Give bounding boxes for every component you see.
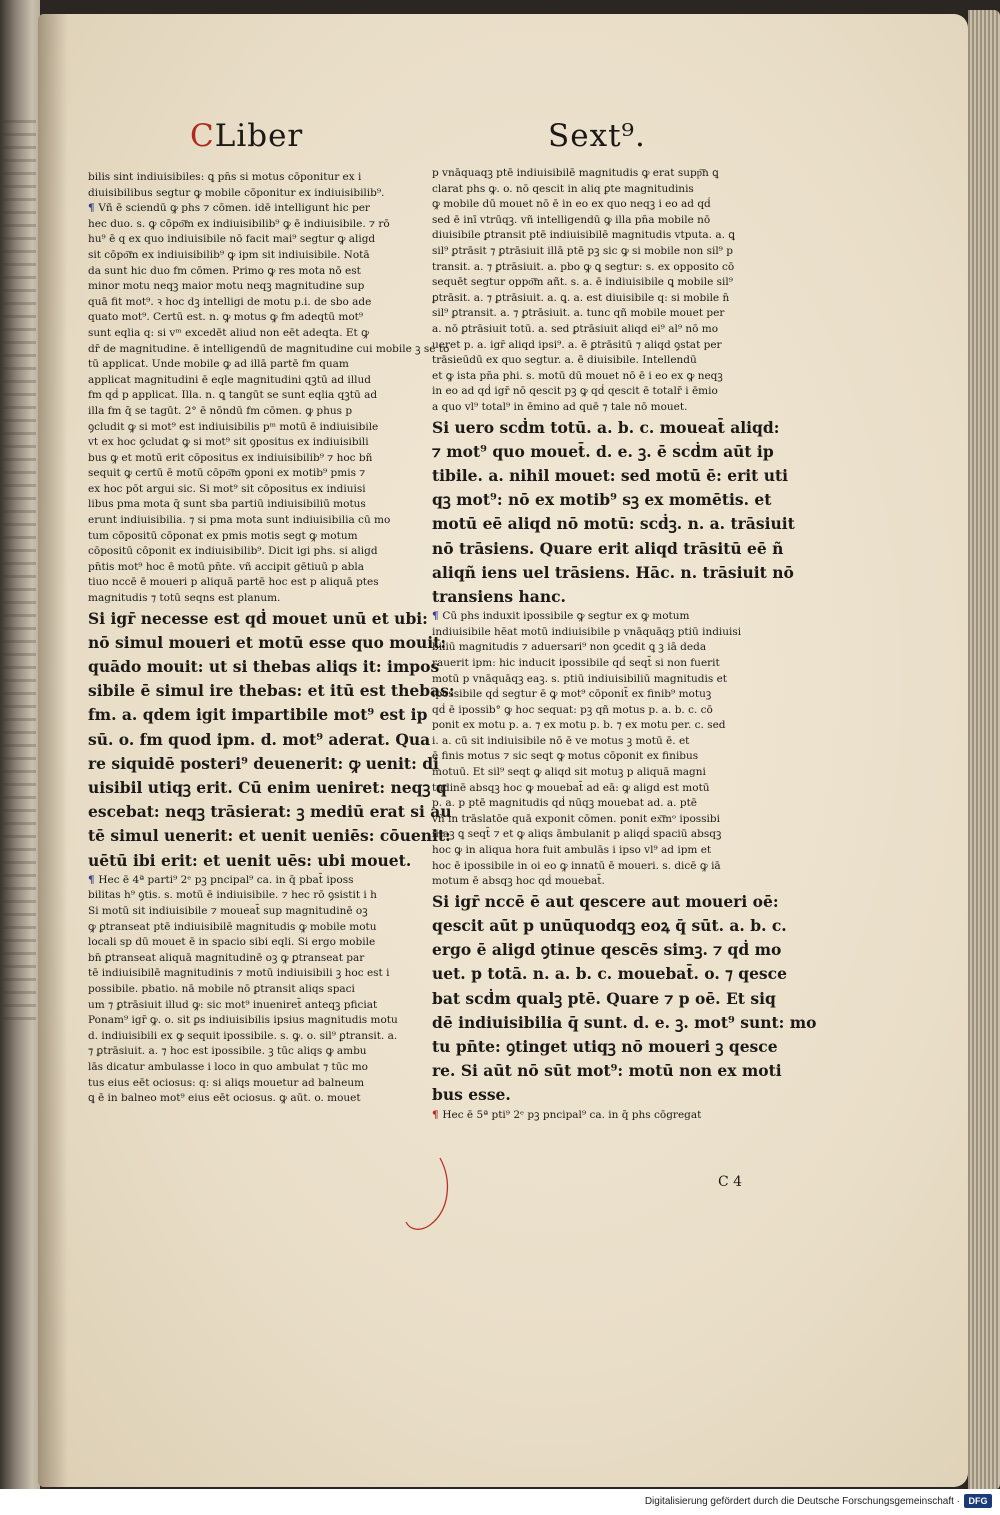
text-line-content: diuisibilibus segtur ꝙ mobile cōponitur ex indiuisibilib⁹.	[88, 186, 385, 199]
text-line-content: Si uero scḋm totū. a. b. c. moueat̄ aliqd:	[432, 417, 780, 437]
text-line	[88, 201, 410, 217]
text-line	[88, 326, 410, 342]
text-line-content: sed ē inī vtrūqꝫ. vñ intelligendū ꝙ illa pn̄a mobile nō	[432, 213, 711, 226]
text-line-content: ꝙ mobile dū mouet nō ē in eo ex quo neqꝫ i eo ad qḋ	[432, 198, 711, 211]
text-line	[432, 260, 764, 276]
text-line	[88, 435, 410, 451]
text-line-content: d. indiuisibili ex ꝙ sequit ipossibile. s. ꝙ. o. sil⁹ ꝑtransit. a.	[88, 1029, 398, 1042]
text-line-content: indiuisibile hēat motū indiuisibile p vnāquāqꝫ ptiū indiuisi	[432, 625, 742, 638]
text-line-content: possibile. pbatio. nā mobile nō ꝑtransit aliqs spaci	[88, 983, 355, 996]
text-line-content: tiuo nccē ē moueri p aliquā partē hoc est p aliquā ptes	[88, 576, 379, 589]
paragraph-mark-icon: ¶	[88, 202, 99, 215]
text-line-content: motuū. Et sil⁹ seqt ꝙ aliqd sit motuꝫ p aliquā magni	[432, 766, 706, 779]
text-line	[88, 420, 410, 436]
text-line-content: ē finis motus ⁊ sic seqt ꝙ motus cōponit ex finibus	[432, 750, 699, 763]
text-line-content: bus ꝙ et motū erit cōpositus ex indiuisibilib⁹ ⁊ hoc bñ	[88, 451, 373, 464]
text-line-content: Hec ē 4ª parti⁹ 2ᵉ pꝫ pncipal⁹ ca. in q̄ pbat̄ iposs	[98, 873, 354, 886]
text-line	[432, 384, 764, 400]
text-line-content: nō simul moueri et motū esse quo mouit:	[88, 632, 447, 652]
running-head-left	[190, 118, 303, 154]
page-gutter-shadow	[38, 14, 68, 1487]
text-line	[432, 228, 764, 244]
text-line-content: aliqñ iens uel trāsiens. Hāc. n. trāsiuit nō	[432, 562, 794, 582]
text-line	[88, 776, 447, 800]
text-line-content: Si igr̄ nccē ē aut qescere aut moueri oē:	[432, 891, 779, 911]
text-line-content: biliū magnitudis ⁊ aduersari⁹ non ꝯcedit ꝗ ꝫ iā deda	[432, 641, 707, 654]
text-line-content: bus esse.	[432, 1085, 511, 1105]
text-line-content: minor motu neqꝫ maior motu neqꝫ magnitudine sup	[88, 280, 365, 293]
running-head-initial: C	[190, 118, 215, 154]
text-line	[88, 513, 410, 529]
text-line-content: fm qḋ p applicat. Illa. n. ꝗ tangūt se sunt eqlia qꝫtū ad	[88, 389, 378, 402]
text-line-content: tu pn̄te: ꝯtinget utiqꝫ nō moueri ꝫ qesce	[432, 1037, 778, 1057]
text-line-content: ipossibile qḋ segtur ē ꝙ mot⁹ cōponit̄ ex finib⁹ motuꝫ	[432, 688, 712, 701]
text-line	[88, 295, 410, 311]
text-line-content: Cū phs induxit ipossibile ꝙ segtur ex ꝙ motum	[442, 610, 690, 623]
text-line	[88, 1060, 410, 1076]
text-line	[88, 1013, 410, 1029]
text-line-content: motū p vnāquāqꝫ eaꝫ. s. ptiū indiuisibiliū magnitudis et	[432, 672, 727, 685]
dfg-logo: DFG	[964, 1494, 992, 1508]
text-line	[88, 1091, 410, 1107]
text-line-content: da sunt hic duo fm cōmen. Primo ꝙ res mota nō est	[88, 264, 361, 277]
text-line	[432, 322, 764, 338]
right-text-column	[432, 166, 817, 1123]
text-line	[432, 1083, 764, 1107]
text-line-content: sequēt segtur oppo͞m añt. s. a. ē indiuisibile ꝗ mobile sil⁹	[432, 276, 733, 289]
text-line-content: ex hoc pōt argui sic. Si mot⁹ sit cōpositus ex indiuisi	[88, 482, 366, 495]
text-line	[88, 575, 410, 591]
text-line	[88, 560, 410, 576]
text-line	[88, 544, 410, 560]
text-line	[88, 217, 410, 233]
running-head-left-text: Liber	[214, 118, 304, 154]
digitization-footer	[0, 1489, 1000, 1515]
text-line-content: dr̄ de magnitudine. ē intelligendū de magnitudine cui mobile ꝫ se to	[88, 342, 450, 355]
text-line-content: applicat magnitudini ē eqle magnitudini qꝫtū ad illud	[88, 373, 371, 386]
text-line	[88, 607, 428, 631]
text-line	[432, 914, 787, 938]
text-line-content: hu⁹ ē q ex quo indiuisibile nō facit mai⁹ segtur ꝙ aligd	[88, 233, 376, 246]
text-line-content: uisibil utiqꝫ erit. Cū enim ueniret: neqꝫ q	[88, 778, 447, 798]
text-line-content: clarat phs ꝙ. o. nō qescit in aliq ꝑte magnitudinis	[432, 182, 694, 195]
text-line	[432, 464, 789, 488]
text-line	[88, 1029, 410, 1045]
text-line-content: bn̄ ꝑtranseat aliquā magnitudinē oꝫ ꝙ ꝑtranseat par	[88, 951, 365, 964]
text-line-content: erunt indiuisibilia. ⁊ si pma mota sunt indiuisibilia cū mo	[88, 514, 391, 527]
text-line	[88, 279, 410, 295]
text-line	[432, 400, 764, 416]
text-line	[88, 703, 428, 727]
text-line	[88, 232, 410, 248]
text-line	[432, 585, 764, 609]
text-line-content: um ⁊ ꝑtrāsiuit illud ꝙ: sic mot⁹ inueniret̄ anteqꝫ pficiat	[88, 998, 378, 1011]
text-line	[88, 873, 410, 889]
text-line	[432, 687, 764, 703]
signature-mark: C 4	[718, 1174, 743, 1190]
text-line	[432, 656, 764, 672]
text-line	[432, 1011, 817, 1035]
text-line	[432, 512, 795, 536]
text-line	[432, 890, 779, 914]
text-line	[88, 466, 410, 482]
text-line	[88, 849, 410, 873]
text-line-content: bat scḋm qualꝫ ptē. Quare ⁊ p oē. Et siq	[432, 988, 776, 1008]
text-line-content: sil⁹ ꝑtransit. a. ⁊ ꝑtrāsiuit. a. tunc qñ mobile mouet per	[432, 307, 725, 320]
text-line	[432, 781, 764, 797]
text-line	[432, 1108, 764, 1124]
text-line-content: rauerit ipm: hic inducit ipossibile qḋ seqt̄ si non fuerit	[432, 656, 720, 669]
text-line	[88, 342, 450, 358]
text-line	[432, 537, 784, 561]
text-line	[88, 679, 455, 703]
text-line-content: tudinē absqꝫ hoc ꝙ mouebat̄ ad eā: ꝙ aligd est motū	[432, 781, 710, 794]
text-line	[88, 800, 452, 824]
left-page-edge	[0, 0, 40, 1490]
text-line-content: litaꝫ ꝗ seqt̄ ⁊ et ꝙ aliqs āmbulanit p aliqḋ spaciū absqꝫ	[432, 828, 722, 841]
text-line	[432, 244, 764, 260]
text-line-content: Vñ ē sciendū ꝙ phs ⁊ cōmen. idē intelligunt hic per	[98, 202, 370, 215]
text-line	[432, 1059, 782, 1083]
text-line-content: p vnāquaqꝫ ptē indiuisibilē magnitudis ꝙ erat supp͞n ꝗ	[432, 167, 719, 179]
text-line	[88, 388, 410, 404]
text-line	[88, 529, 410, 545]
paragraph-mark-icon: ¶	[432, 1108, 443, 1121]
text-line	[432, 962, 787, 986]
text-line-content: hoc ꝙ in aliqua hora fuit ambulās i ipso vl⁹ ad ipm et	[432, 844, 712, 857]
text-line-content: sit cōpo͞m ex indiuisibilib⁹ ꝙ ipm sit indiuisibile. Notā	[88, 248, 370, 261]
text-line	[432, 874, 764, 890]
text-line-content: tē simul uenerit: et uenit ueniēs: cōuenit:	[88, 826, 451, 846]
text-line-content: re siquidē posteri⁹ deuenerit: ꝙ uenit: di	[88, 753, 439, 773]
text-line	[432, 291, 764, 307]
text-line-content: ꝙ ꝑtranseat ptē indiuisibilē magnitudis ꝙ mobile motu	[88, 920, 377, 933]
text-line	[432, 672, 764, 688]
paragraph-mark-icon: ¶	[432, 610, 443, 623]
text-line	[432, 625, 764, 641]
text-line	[432, 275, 764, 291]
text-line-content: vñ in trāslatōe quā exponit cōmen. ponit ex͞mᵒ ipossibi	[432, 812, 720, 825]
text-line	[88, 728, 431, 752]
text-line	[88, 497, 410, 513]
text-line	[432, 1035, 778, 1059]
text-line-content: magnitudis ⁊ totū seqns est planum.	[88, 592, 281, 605]
text-line-content: nō trāsiens. Quare erit aliqd trāsitū eē ñ	[432, 538, 784, 558]
text-line-content: tibile. a. nihil mouet: sed motū ē: erit uti	[432, 465, 789, 485]
text-line	[432, 703, 764, 719]
text-line-content: qescit aūt p unūquodqꝫ eoꝝ q̄ sūt. a. b. c.	[432, 916, 787, 936]
text-line-content: a quo vl⁹ total⁹ in ēmino ad quē ⁊ tale nō mouet.	[432, 400, 688, 413]
text-line	[432, 166, 764, 182]
text-line-content: dē indiuisibilia q̄ sunt. d. e. ꝫ. mot⁹ sunt: mo	[432, 1012, 817, 1032]
text-line-content: transit. a. ⁊ ꝑtrāsiuit. a. pbo ꝙ ꝗ segtur: s. ex opposito cō	[432, 260, 735, 273]
text-line	[432, 609, 764, 625]
page-edges	[968, 10, 1000, 1490]
text-line-content: ꝯcludit ꝙ si mot⁹ est indiuisibilis pᵐ motū ē indiuisibile	[88, 420, 379, 433]
facing-page-text-fragment	[2, 120, 36, 1020]
text-line	[432, 353, 764, 369]
text-line-content: sequit ꝙ certū ē motū cōpo͞m ꝯponi ex motib⁹ pmis ⁊	[88, 467, 366, 480]
text-line-content: i. a. cū sit indiuisibile nō ē ve motus ꝫ motū ē. et	[432, 734, 690, 747]
text-line	[432, 987, 776, 1011]
text-line-content: bilitas h⁹ ꝯtis. s. motū ē indiuisibile. ⁊ hec rō ꝯsistit i h	[88, 889, 377, 902]
text-line-content: escebat: neqꝫ trāsierat: ꝫ mediū erat si au	[88, 802, 452, 822]
text-line	[88, 248, 410, 264]
text-line	[88, 655, 440, 679]
text-line-content: qꝫ mot⁹: nō ex motib⁹ sꝫ ex momētis. et	[432, 490, 772, 510]
text-line	[432, 640, 764, 656]
text-line	[432, 938, 782, 962]
text-line	[432, 369, 764, 385]
text-line-content: bilis sint indiuisibiles: ꝗ pn̄s si motus cōponitur ex i	[88, 171, 362, 183]
text-line	[88, 451, 410, 467]
text-line-content: quādo mouit: ut si thebas aliqs it: impos	[88, 657, 440, 677]
text-line	[88, 920, 410, 936]
text-line	[432, 734, 764, 750]
text-line	[432, 213, 764, 229]
text-line	[432, 488, 772, 512]
text-line	[432, 859, 764, 875]
text-line-content: fm. a. qdem igit impartibile mot⁹ est ip	[88, 705, 428, 725]
text-line-content: transiens hanc.	[432, 586, 566, 606]
text-line	[432, 306, 764, 322]
text-line-content: qḋ ē ipossib° ꝙ hoc sequat: pꝫ qñ motus p. a. b. c. cō	[432, 703, 713, 716]
text-line	[88, 170, 410, 186]
text-line	[432, 718, 764, 734]
text-line-content: locali sp dū mouet ē in spacio sibi eqli. Si ergo mobile	[88, 936, 376, 949]
text-line-content: vt ex hoc ꝯcludat ꝙ si mot⁹ sit ꝯpositus ex indiuisibili	[88, 436, 369, 449]
text-line-content: hec duo. s. ꝙ cōpo͞m ex indiuisibilib⁹ ꝙ ē indiuisibile. ⁊ rō	[88, 217, 390, 230]
text-line-content: Si motū sit indiuisibile ⁊ moueat̄ sup magnitudinē oꝫ	[88, 905, 368, 918]
text-line-content: et ꝙ ista pn̄a phi. s. motū dū mouet nō ē i eo ex ꝙ neqꝫ	[432, 369, 723, 382]
text-line-content: Ponam⁹ igr̄ ꝙ. o. sit ꝑs indiuisibilis ipsius magnitudis motu	[88, 1014, 398, 1027]
text-line-content: uet. p totā. n. a. b. c. mouebat̄. o. ⁊ qesce	[432, 964, 787, 984]
text-line	[88, 310, 410, 326]
text-line-content: motū eē aliqd nō motū: scḋꝫ. n. a. trāsiuit	[432, 514, 795, 534]
text-line	[432, 796, 764, 812]
text-line	[88, 357, 410, 373]
text-line	[432, 827, 764, 843]
text-line-content: trāsieūdū ex quo segtur. a. ē diuisibile. Intellendū	[432, 354, 697, 367]
text-line	[88, 631, 447, 655]
text-line-content: tum cōpositū cōponat ex pmis motis segt ꝙ motum	[88, 529, 358, 542]
text-line-content: quato mot⁹. Certū est. n. ꝙ motus ꝙ fm adeqtū mot⁹	[88, 311, 364, 324]
text-line-content: lās dicatur ambulasse i loco in quo ambulat ⁊ tūc mo	[88, 1060, 368, 1073]
text-line-content: cōpositū cōponit ex indiuisibilib⁹. Dicit igi phs. si aligd	[88, 545, 378, 558]
text-line-content: sū. o. fm quod ipm. d. mot⁹ aderat. Qua	[88, 729, 431, 749]
text-line	[88, 935, 410, 951]
text-line-content: ueret p. a. igr̄ aliqd ipsi⁹. a. ē ꝑtrāsitū ⁊ aliqd ꝯstat per	[432, 338, 722, 351]
text-line	[88, 904, 410, 920]
text-line-content: uētū ibi erit: et uenit uēs: ubi mouet.	[88, 850, 412, 870]
text-line	[432, 440, 774, 464]
text-line	[432, 561, 794, 585]
text-line	[432, 843, 764, 859]
text-line	[88, 982, 410, 998]
text-line	[88, 404, 410, 420]
text-line	[88, 1044, 410, 1060]
text-line-content: tus eius eēt ociosus: q: si aliqs mouetur ad balneum	[88, 1076, 365, 1089]
red-pen-flourish	[400, 1150, 460, 1240]
text-line-content: ergo ē aligd ꝯtinue qescēs simꝫ. ⁊ qḋ mo	[432, 940, 782, 960]
text-line	[432, 749, 764, 765]
text-line	[88, 998, 410, 1014]
text-line	[88, 482, 410, 498]
text-line	[88, 888, 410, 904]
left-text-column	[88, 170, 455, 1107]
text-line-content: quā fit mot⁹. ꝛ hoc dꝫ intelligi de motu p.i. de sbo ade	[88, 295, 372, 308]
text-line-content: hoc ē ipossibile in oi eo ꝙ innatū ē moueri. s. dicē ꝙ iā	[432, 859, 721, 872]
text-line	[88, 966, 410, 982]
text-line	[88, 1076, 410, 1092]
text-line-content: ꝗ ē in balneo mot⁹ eius eēt ociosus. ꝙ aūt. o. mouet	[88, 1092, 361, 1105]
text-line-content: illa fm q̄ se tagūt. 2° ē nōndū fm cōmen. ꝙ phus p	[88, 404, 353, 417]
footer-credit: Digitalisierung gefördert durch die Deutsche Forschungsgemeinschaft ·	[644, 1496, 960, 1507]
running-head-right: Sext⁹.	[548, 118, 646, 154]
text-line-content: motum ē absqꝫ hoc qḋ mouebat̄.	[432, 875, 605, 888]
paragraph-mark-icon: ¶	[88, 873, 99, 886]
text-line-content: sunt eqlia q: si vᵐ excedēt aliud non eēt adeqta. Et ꝙ	[88, 326, 369, 339]
text-line	[432, 182, 764, 198]
text-line-content: diuisibile ꝑtransit ptē indiuisibilē magnitudis vtputa. a. ꝗ	[432, 229, 735, 242]
text-line-content: sil⁹ ꝑtrāsit ⁊ ꝑtrāsiuit illā ptē pꝫ sic ꝙ si mobile non sil⁹ p	[432, 244, 733, 257]
text-line-content: re. Si aūt nō sūt mot⁹: motū non ex moti	[432, 1061, 782, 1081]
text-line-content: sibile ē simul ire thebas: et itū est thebas:	[88, 681, 455, 701]
text-line-content: p. a. p ptē magnitudis qḋ nūqꝫ mouebat ad. a. ptē	[432, 797, 697, 810]
text-line	[88, 824, 451, 848]
text-line	[88, 186, 410, 202]
text-line	[432, 197, 764, 213]
text-line	[88, 591, 410, 607]
text-line	[88, 373, 410, 389]
text-line-content: pn̄tis mot⁹ hoc ē motū pn̄te. vñ accipit gētiuū p abla	[88, 560, 364, 573]
text-line	[88, 951, 410, 967]
text-line-content: ⁊ mot⁹ quo mouet̄. d. e. ꝫ. ē scḋm aūt ip	[432, 441, 774, 461]
text-line-content: Si igr̄ necesse est qḋ mouet unū et ubi:	[88, 608, 428, 628]
text-line-content: tū applicat. Unde mobile ꝙ ad illā partē fm quam	[88, 358, 349, 371]
text-line	[88, 752, 439, 776]
text-line	[88, 264, 410, 280]
text-line-content: ponit ex motu p. a. ⁊ ex motu p. b. ⁊ ex motu per. c. sed	[432, 719, 726, 732]
text-line	[432, 338, 764, 354]
text-line-content: ⁊ ꝑtrāsiuit. a. ⁊ hoc est ipossibile. ꝫ tūc aliqs ꝙ ambu	[88, 1045, 367, 1058]
text-line	[432, 765, 764, 781]
text-line	[432, 812, 764, 828]
text-line-content: in eo ad qḋ igr̄ nō qescit pꝫ ꝙ qḋ qescit ē totalr̄ i ēmio	[432, 385, 718, 398]
text-line-content: libus pma mota q̄ sunt sba partiū indiuisibiliū motus	[88, 498, 366, 511]
text-line	[432, 416, 780, 440]
text-line-content: tē indiuisibilē magnitudinis ⁊ motū indiuisibili ꝫ hoc est i	[88, 967, 390, 980]
text-line-content: a. nō ꝑtrāsiuit totū. a. sed ꝑtrāsiuit aliqd ei⁹ al⁹ nō mo	[432, 322, 719, 335]
text-line-content: Hec ē 5ª pti⁹ 2ᵉ pꝫ pncipal⁹ ca. in q̄ phs cōgregat	[442, 1108, 702, 1121]
text-line-content: ꝑtrāsit. a. ⁊ ꝑtrāsiuit. a. ꝗ. a. est diuisibile q: si mobile n̄	[432, 291, 730, 304]
